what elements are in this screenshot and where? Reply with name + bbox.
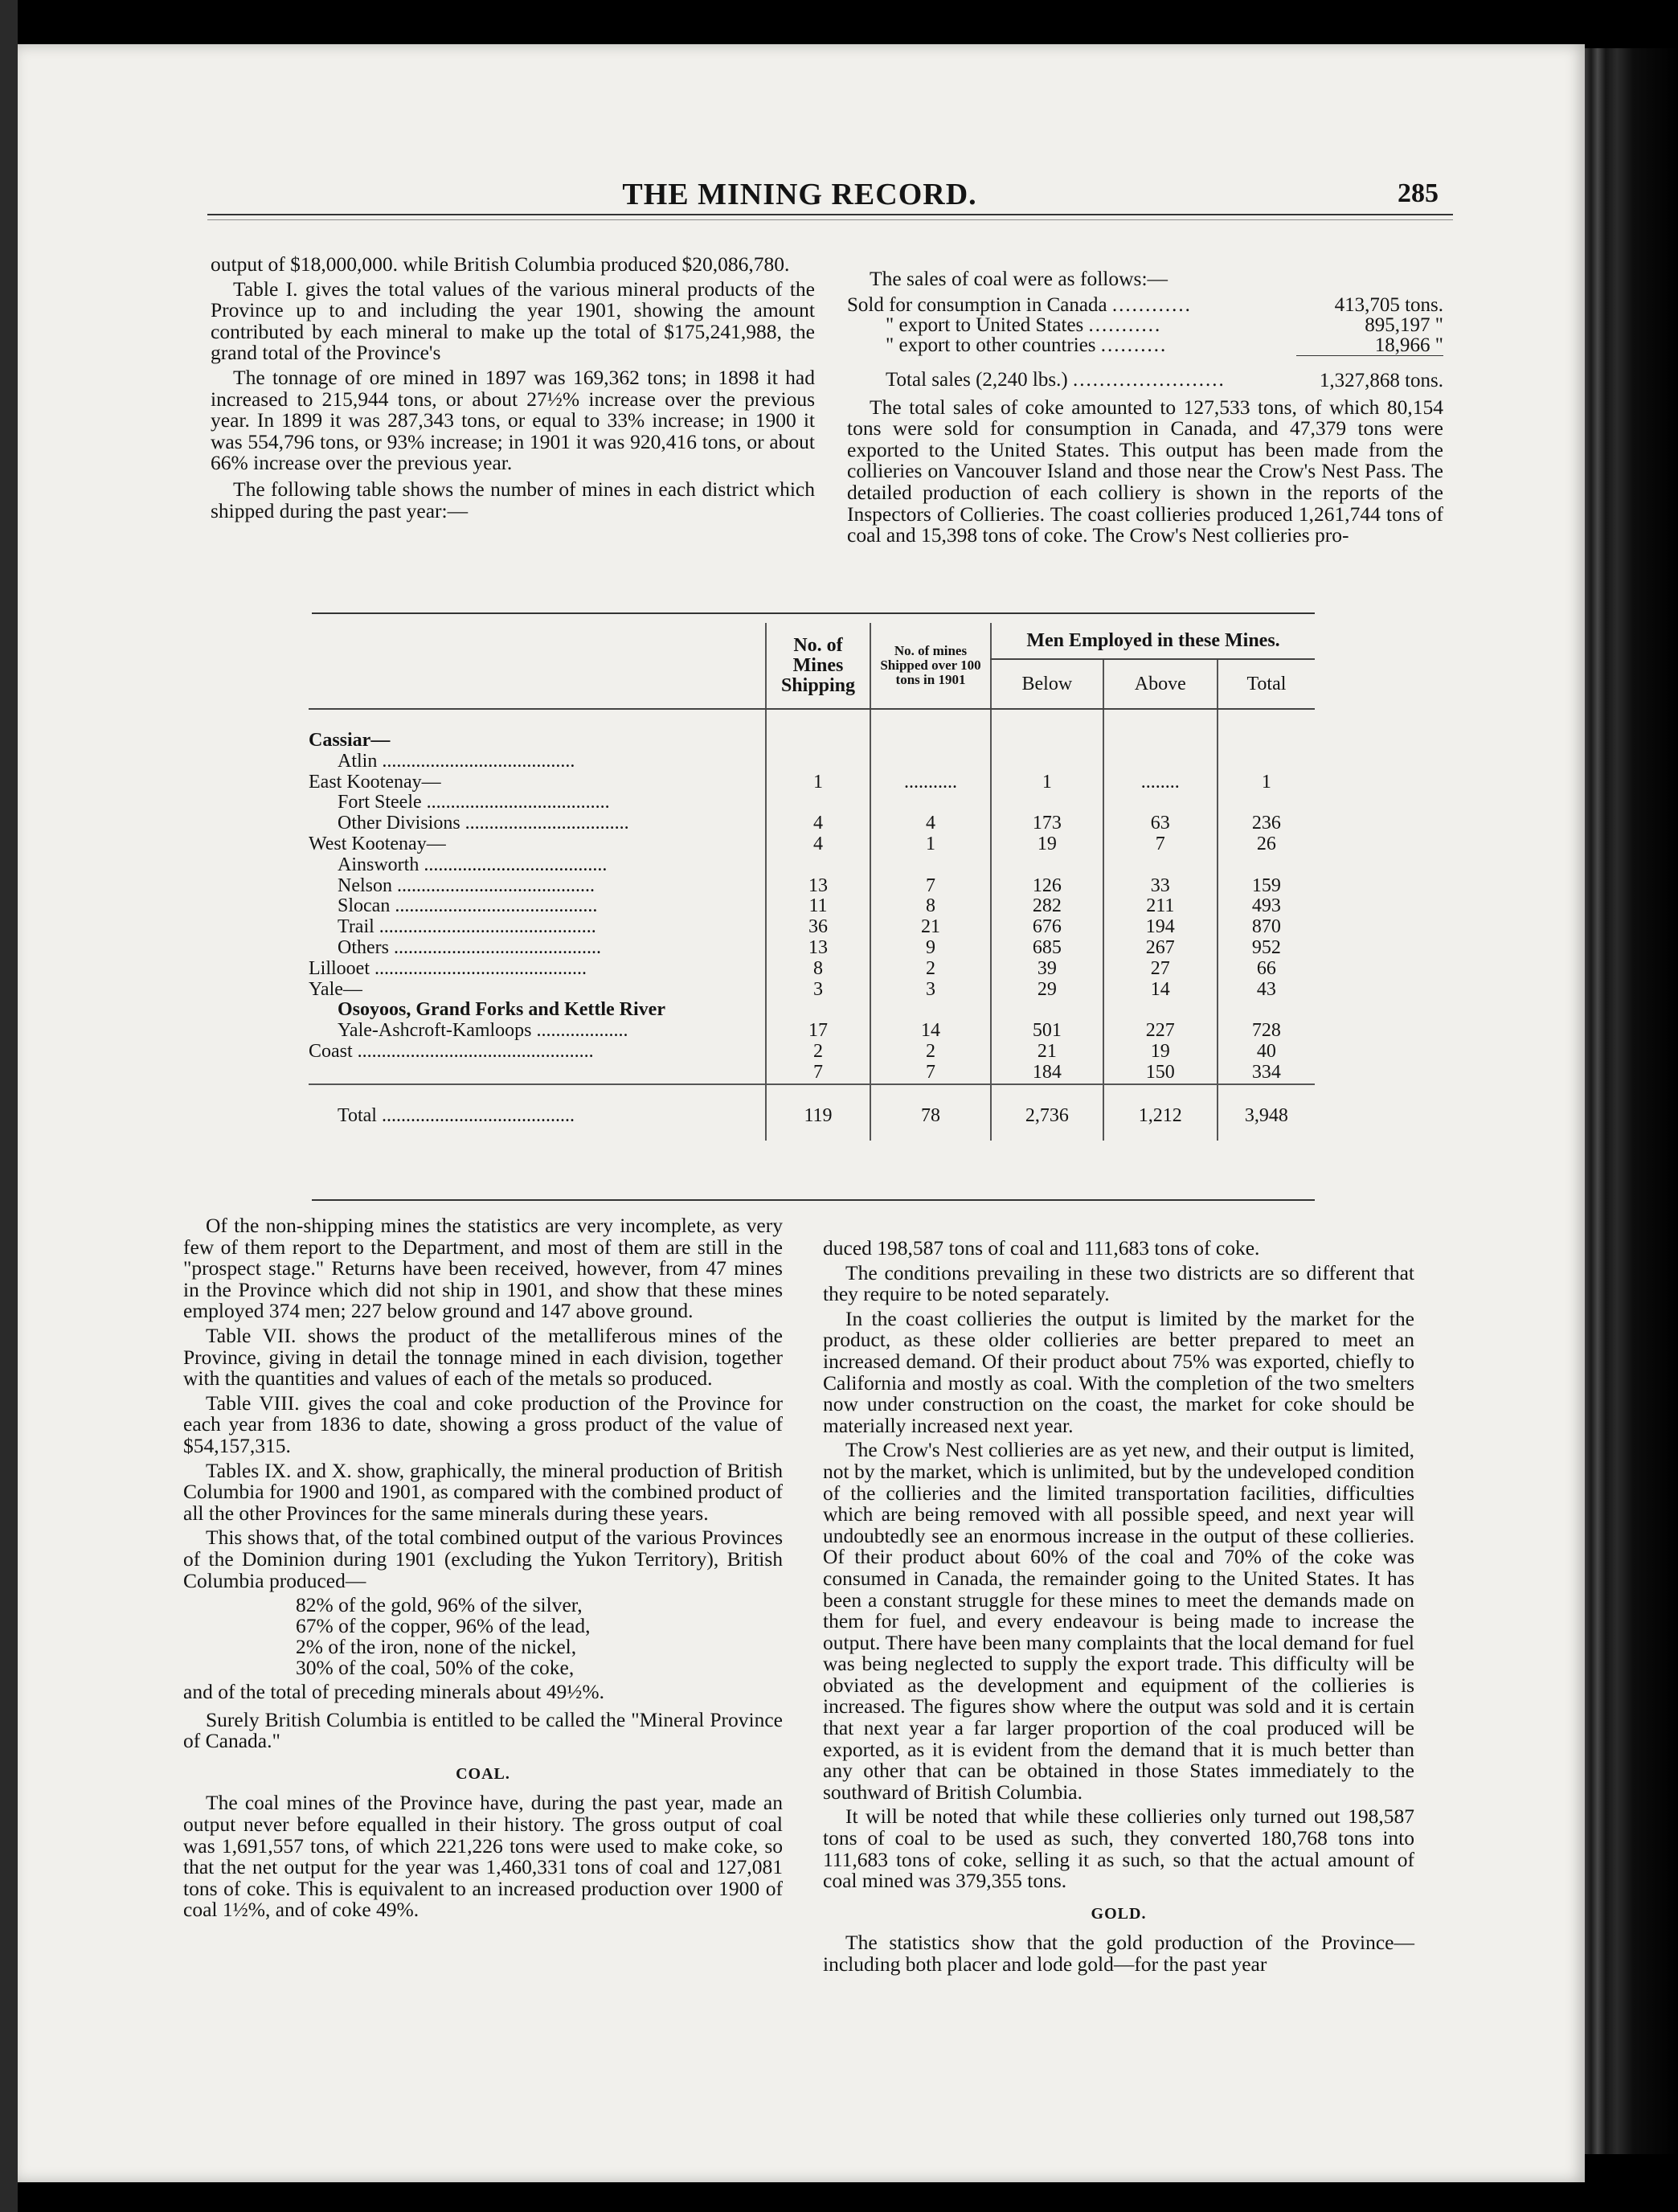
paragraph: The Crow's Nest collieries are as yet new, and their output is limited, not by the market, which is unlimited, but by the undeveloped condition of the collieries and the limited transportation facilities, difficulties which are being removed with all possible speed, and next year will undoubtedly see an enormous increase in the output of these collieries. Of their product about 60% of the coal and 70% of the coke was consumed in Canada, the remainder going to the United States. It has been a constant struggle for these mines to meet the demands made on them for fuel, and every endeavour is being made to increase the output. There have been many complaints that the local demand for fuel was being neglected to supply the export trade. This difficulty will be obviated as the development and equipment of the collieries is increased. The figures show where the output was sold and it is certain that next year a far larger proportion of the coal produced will be exported, as it is evident from the demand that it is much better than any other that can be obtained in those States immediately to the southward of British Columbia. bbox=[823, 1438, 1414, 1804]
above-cell: 194 bbox=[1103, 917, 1218, 938]
table-bottom-rule bbox=[312, 1199, 1315, 1201]
paragraph: The coal mines of the Province have, during the past year, made an output never before equalled in their history. The gross output of coal was 1,691,557 tons, of which 221,226 tons were used to make coke, so that the net output for the year was 1,460,331 tons of coal and 127,081 tons of coke. This is equivalent to an increased production over 1900 of coal 1½%, and of coke 49%. bbox=[183, 1791, 783, 1922]
table-row bbox=[309, 752, 1315, 772]
below-cell: 29 bbox=[991, 980, 1103, 1001]
mines-shipping-cell: 7 bbox=[766, 1063, 870, 1084]
above-cell: 19 bbox=[1103, 1042, 1218, 1063]
paragraph: duced 198,587 tons of coal and 111,683 tons of coke. bbox=[823, 1236, 1260, 1260]
table-row bbox=[309, 731, 1315, 752]
page-number: 285 bbox=[1398, 178, 1439, 208]
district-name: West Kootenay— bbox=[309, 833, 446, 854]
district-name: Osoyoos, Grand Forks and Kettle River bbox=[338, 999, 665, 1021]
district-name: Yale-Ashcroft-Kamloops ................... bbox=[338, 1020, 628, 1042]
total-cell bbox=[1218, 855, 1315, 876]
shipped-over-cell bbox=[870, 793, 991, 813]
sales-total-value: 1,327,868 tons. bbox=[1319, 369, 1443, 391]
table-row bbox=[309, 1042, 1315, 1063]
shipped-over-cell bbox=[870, 855, 991, 876]
mines-shipping-cell: 4 bbox=[766, 834, 870, 855]
table-row bbox=[309, 813, 1315, 834]
total-cell: 728 bbox=[1218, 1021, 1315, 1042]
list-item: 30% of the coal, 50% of the coke, bbox=[296, 1656, 575, 1680]
mines-shipping-cell bbox=[766, 731, 870, 752]
leader-dots: ........... bbox=[1088, 313, 1162, 336]
shipped-over-cell: 7 bbox=[870, 1063, 991, 1084]
sales-total-label: Total sales (2,240 lbs.) bbox=[886, 369, 1068, 391]
shipped-over-cell: 4 bbox=[870, 813, 991, 834]
table-row bbox=[309, 938, 1315, 959]
district-name: East Kootenay— bbox=[309, 771, 441, 793]
mines-shipping-cell bbox=[766, 752, 870, 772]
district-name: Trail ............................................. bbox=[338, 916, 596, 938]
above-cell: 150 bbox=[1103, 1063, 1218, 1084]
left-column-bottom bbox=[183, 1215, 783, 1924]
book-left-edge bbox=[0, 0, 18, 2212]
sales-value: 18,966 " bbox=[1296, 335, 1443, 356]
below-cell: 184 bbox=[991, 1063, 1103, 1084]
shipped-over-cell: 2 bbox=[870, 1042, 991, 1063]
list-item: 2% of the iron, none of the nickel, bbox=[296, 1635, 577, 1659]
below-cell bbox=[991, 855, 1103, 876]
table-row bbox=[309, 709, 1315, 731]
district-name: Others ........................................... bbox=[338, 936, 601, 958]
table-row bbox=[309, 855, 1315, 876]
total-cell: 952 bbox=[1218, 938, 1315, 959]
above-cell bbox=[1103, 1000, 1218, 1021]
mines-shipping-cell: 17 bbox=[766, 1021, 870, 1042]
section-heading-coal: COAL. bbox=[456, 1764, 510, 1783]
paragraph: The total sales of coke amounted to 127,533 tons, of which 80,154 tons were sold for consumption in Canada, and 47,379 tons were exported to the United States. This output has been made from the collieries on Vancouver Island and those near the Crow's Nest Pass. The detailed production of each colliery is shown in the reports of the Inspectors of Collieries. The coast collieries produced 1,261,744 tons of coal and 15,398 tons of coke. The Crow's Nest collieries pro- bbox=[847, 395, 1443, 547]
below-cell bbox=[991, 793, 1103, 813]
total-cell: 66 bbox=[1218, 959, 1315, 980]
paragraph: The following table shows the number of mines in each district which shipped during the past year:— bbox=[211, 477, 815, 522]
total-shipped-over: 78 bbox=[870, 1084, 991, 1141]
paragraph: Table VII. shows the product of the metalliferous mines of the Province, giving in detail the tonnage mined in each division, together with the quantities and values of each of the metals so produced. bbox=[183, 1323, 783, 1391]
district-name: Slocan .......................................... bbox=[338, 895, 598, 917]
above-cell: ........ bbox=[1103, 772, 1218, 793]
mines-shipping-cell: 8 bbox=[766, 959, 870, 980]
table-header-row bbox=[309, 623, 1315, 659]
page-header bbox=[161, 169, 1439, 217]
total-above: 1,212 bbox=[1103, 1084, 1218, 1141]
total-cell: 493 bbox=[1218, 896, 1315, 917]
shipped-over-cell: 8 bbox=[870, 896, 991, 917]
district-name: Ainsworth ...................................... bbox=[338, 854, 608, 875]
above-cell: 267 bbox=[1103, 938, 1218, 959]
shipped-over-cell: ........... bbox=[870, 772, 991, 793]
sales-row bbox=[847, 315, 1443, 335]
below-cell: 685 bbox=[991, 938, 1103, 959]
paragraph: The tonnage of ore mined in 1897 was 169,362 tons; in 1898 it had increased to 215,944 tons, or about 27½% increase over the previous year. In 1899 it was 287,343 tons, or equal to 33% increase; in 1900 it was 554,796 tons, or 93% increase; in 1901 it was 920,416 tons, or about 66% increase over the previous year. bbox=[211, 365, 815, 475]
table-row bbox=[309, 834, 1315, 855]
table-top-rule bbox=[312, 612, 1315, 614]
above-cell bbox=[1103, 752, 1218, 772]
leader-dots: ............ bbox=[1111, 293, 1192, 316]
above-cell bbox=[1103, 793, 1218, 813]
paragraph: This shows that, of the total combined output of the various Provinces of the Dominion during 1901 (excluding the Yukon Territory), British Columbia produced— bbox=[183, 1526, 783, 1592]
below-cell: 126 bbox=[991, 876, 1103, 897]
above-cell: 27 bbox=[1103, 959, 1218, 980]
table-row bbox=[309, 876, 1315, 897]
sales-label: Sold for consumption in Canada bbox=[847, 293, 1107, 316]
list-item: 67% of the copper, 96% of the lead, bbox=[296, 1614, 591, 1638]
page-title: THE MINING RECORD. bbox=[622, 178, 977, 211]
table-row bbox=[309, 1000, 1315, 1021]
col-total: Total bbox=[1218, 659, 1315, 709]
col-men-employed: Men Employed in these Mines. bbox=[991, 623, 1315, 659]
above-cell: 211 bbox=[1103, 896, 1218, 917]
sales-label: " export to United States bbox=[886, 313, 1084, 336]
mines-table bbox=[309, 623, 1315, 1141]
total-mines-shipping: 119 bbox=[766, 1084, 870, 1141]
col-above: Above bbox=[1103, 659, 1218, 709]
percentages-list bbox=[183, 1595, 783, 1678]
total-cell bbox=[1218, 1000, 1315, 1021]
right-column-top bbox=[847, 268, 1443, 550]
total-cell: 870 bbox=[1218, 917, 1315, 938]
paragraph: The statistics show that the gold production of the Province—including both placer and lode gold—for the past year bbox=[823, 1931, 1414, 1976]
coal-sales-table bbox=[847, 295, 1443, 391]
total-total: 3,948 bbox=[1218, 1084, 1315, 1141]
paragraph: Table I. gives the total values of the various mineral products of the Province up to and including the year 1901, showing the amount contributed by each mineral to make up the total of $175,241,988, the grand total of the Province's bbox=[211, 276, 815, 365]
district-name: Lillooet ............................................ bbox=[309, 957, 587, 979]
total-cell: 1 bbox=[1218, 772, 1315, 793]
table-row bbox=[309, 1063, 1315, 1084]
shipped-over-cell bbox=[870, 1000, 991, 1021]
left-column-top bbox=[211, 254, 815, 525]
header-rule-thin bbox=[207, 219, 1453, 220]
mines-shipping-cell: 36 bbox=[766, 917, 870, 938]
paragraph: Surely British Columbia is entitled to be called the "Mineral Province of Canada." bbox=[183, 1707, 783, 1753]
paragraph: The conditions prevailing in these two districts are so different that they require to be noted separately. bbox=[823, 1260, 1414, 1306]
below-cell: 501 bbox=[991, 1021, 1103, 1042]
col-shipped-over-100: No. of mines Shipped over 100 tons in 1901 bbox=[870, 623, 991, 709]
leader-dots: .......... bbox=[1100, 334, 1168, 356]
mines-shipping-cell: 13 bbox=[766, 938, 870, 959]
district-name: Yale— bbox=[309, 978, 362, 1000]
table-row bbox=[309, 1021, 1315, 1042]
table-row bbox=[309, 772, 1315, 793]
above-cell bbox=[1103, 731, 1218, 752]
table-row bbox=[309, 793, 1315, 813]
paragraph: Tables IX. and X. show, graphically, the mineral production of British Columbia for 1900 and 1901, as compared with the combined product of all the other Provinces for the same minerals during these years. bbox=[183, 1458, 783, 1525]
sales-value: 895,197 " bbox=[1365, 313, 1443, 336]
col-below: Below bbox=[991, 659, 1103, 709]
shipped-over-cell: 21 bbox=[870, 917, 991, 938]
table-row bbox=[309, 980, 1315, 1001]
shipped-over-cell bbox=[870, 752, 991, 772]
district-header bbox=[309, 623, 766, 709]
table-total-row bbox=[309, 1084, 1315, 1141]
mines-shipping-cell: 3 bbox=[766, 980, 870, 1001]
sales-total-row bbox=[847, 355, 1443, 391]
total-cell: 26 bbox=[1218, 834, 1315, 855]
district-name: Cassiar— bbox=[309, 730, 391, 751]
below-cell bbox=[991, 731, 1103, 752]
table-body bbox=[309, 709, 1315, 1141]
total-cell: 40 bbox=[1218, 1042, 1315, 1063]
above-cell: 7 bbox=[1103, 834, 1218, 855]
leader-dots: ....................... bbox=[1072, 369, 1226, 391]
total-cell: 236 bbox=[1218, 813, 1315, 834]
sales-row bbox=[847, 335, 1443, 356]
sales-value: 413,705 tons. bbox=[1334, 293, 1443, 316]
above-cell: 33 bbox=[1103, 876, 1218, 897]
district-name bbox=[309, 1063, 766, 1084]
header-rule bbox=[207, 214, 1453, 215]
paragraph: It will be noted that while these collieries only turned out 198,587 tons of coal to be used as such, they converted 180,768 tons into 111,683 tons of coke, selling it as such, so that the actual amount of coal mined was 379,355 tons. bbox=[823, 1804, 1414, 1893]
district-name: Other Divisions .................................. bbox=[338, 813, 629, 834]
total-cell bbox=[1218, 731, 1315, 752]
col-mines-shipping: No. of Mines Shipping bbox=[766, 623, 870, 709]
mines-shipping-cell bbox=[766, 855, 870, 876]
paragraph: and of the total of preceding minerals about 49½%. bbox=[183, 1680, 605, 1704]
below-cell: 19 bbox=[991, 834, 1103, 855]
total-cell: 43 bbox=[1218, 980, 1315, 1001]
below-cell: 282 bbox=[991, 896, 1103, 917]
table-row bbox=[309, 917, 1315, 938]
below-cell bbox=[991, 752, 1103, 772]
paragraph: The sales of coal were as follows:— bbox=[870, 267, 1168, 290]
section-heading-gold: GOLD. bbox=[1091, 1904, 1147, 1923]
above-cell: 14 bbox=[1103, 980, 1218, 1001]
mines-shipping-cell: 11 bbox=[766, 896, 870, 917]
below-cell: 676 bbox=[991, 917, 1103, 938]
above-cell: 227 bbox=[1103, 1021, 1218, 1042]
shipped-over-cell: 9 bbox=[870, 938, 991, 959]
mines-shipping-cell bbox=[766, 1000, 870, 1021]
sales-label: " export to other countries bbox=[886, 334, 1096, 356]
sales-row bbox=[847, 295, 1443, 315]
mines-shipping-cell: 4 bbox=[766, 813, 870, 834]
district-name: Nelson ......................................... bbox=[338, 875, 595, 896]
shipped-over-cell bbox=[870, 731, 991, 752]
below-cell: 1 bbox=[991, 772, 1103, 793]
book-spine bbox=[1585, 48, 1678, 2154]
total-label: Total ........................................ bbox=[309, 1084, 766, 1141]
below-cell: 21 bbox=[991, 1042, 1103, 1063]
mines-shipping-cell: 1 bbox=[766, 772, 870, 793]
above-cell bbox=[1103, 855, 1218, 876]
table-row bbox=[309, 896, 1315, 917]
paragraph: In the coast collieries the output is limited by the market for the product, as these older collieries are better prepared to meet an increased demand. Of their product about 75% was exported, chiefly to California and mostly as coal. With the completion of the two smelters now under construction on the coast, the market for coke should be materially increased next year. bbox=[823, 1306, 1414, 1437]
mines-shipping-cell bbox=[766, 793, 870, 813]
total-cell: 159 bbox=[1218, 876, 1315, 897]
total-cell: 334 bbox=[1218, 1063, 1315, 1084]
table-row bbox=[309, 959, 1315, 980]
below-cell: 173 bbox=[991, 813, 1103, 834]
district-name: Coast ................................................. bbox=[309, 1040, 594, 1062]
shipped-over-cell: 3 bbox=[870, 980, 991, 1001]
paragraph: Of the non-shipping mines the statistics are very incomplete, as very few of them report to the Department, and most of them are still in the "prospect stage." Returns have been received, however, from 47 mines in the Province which did not ship in 1901, and show that these mines employed 374 men; 227 below ground and 147 above ground. bbox=[183, 1214, 783, 1323]
mines-shipping-cell: 2 bbox=[766, 1042, 870, 1063]
shipped-over-cell: 7 bbox=[870, 876, 991, 897]
right-column-bottom bbox=[823, 1238, 1414, 1979]
shipped-over-cell: 2 bbox=[870, 959, 991, 980]
below-cell: 39 bbox=[991, 959, 1103, 980]
shipped-over-cell: 1 bbox=[870, 834, 991, 855]
shipped-over-cell: 14 bbox=[870, 1021, 991, 1042]
district-name: Fort Steele ...................................... bbox=[338, 792, 610, 813]
district-name: Atlin ........................................ bbox=[338, 750, 575, 772]
above-cell: 63 bbox=[1103, 813, 1218, 834]
list-item: 82% of the gold, 96% of the silver, bbox=[296, 1593, 583, 1617]
mines-shipping-cell: 13 bbox=[766, 876, 870, 897]
total-cell bbox=[1218, 752, 1315, 772]
below-cell bbox=[991, 1000, 1103, 1021]
total-below: 2,736 bbox=[991, 1084, 1103, 1141]
total-cell bbox=[1218, 793, 1315, 813]
paragraph: output of $18,000,000. while British Columbia produced $20,086,780. bbox=[211, 252, 790, 276]
paragraph: Table VIII. gives the coal and coke production of the Province for each year from 1836 to date, showing a gross product of the value of $54,157,315. bbox=[183, 1391, 783, 1457]
